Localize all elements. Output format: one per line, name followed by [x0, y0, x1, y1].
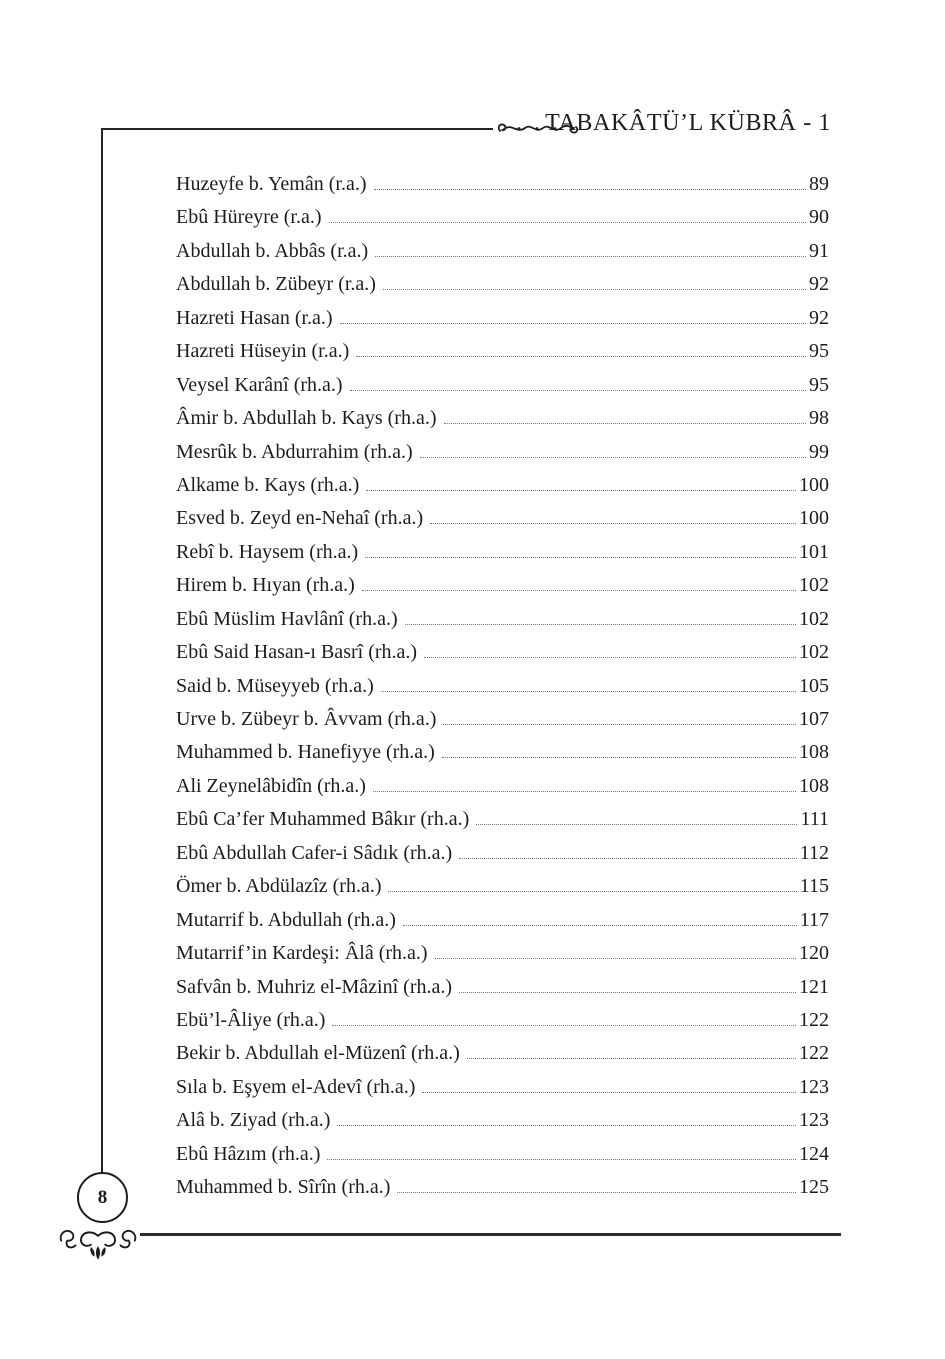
- toc-entry-title: Ebû Hâzım (rh.a.): [176, 1142, 321, 1165]
- dot-leader: [444, 423, 806, 424]
- toc-entry-page: 102: [799, 607, 829, 630]
- toc-entry-page: 101: [799, 540, 829, 563]
- page-number-badge: [77, 1172, 128, 1223]
- toc-entry-title: Alkame b. Kays (rh.a.): [176, 473, 360, 496]
- toc-row: [176, 536, 829, 569]
- toc-row: [176, 502, 829, 535]
- footer-rule: [140, 1233, 841, 1236]
- toc-entry-page: 105: [799, 674, 829, 697]
- dot-leader: [374, 189, 807, 190]
- toc-entry-page: 108: [799, 741, 829, 764]
- dot-leader: [366, 490, 796, 491]
- toc-entry-page: 124: [799, 1142, 829, 1165]
- toc-row: [176, 703, 829, 736]
- toc-entry-page: 95: [809, 373, 829, 396]
- toc-entry-page: 102: [799, 641, 829, 664]
- toc-row: [176, 1037, 829, 1070]
- dot-leader: [362, 590, 796, 591]
- toc-entry-page: 111: [800, 808, 829, 831]
- toc-entry-title: Ebû Hüreyre (r.a.): [176, 206, 322, 229]
- toc-entry-title: Hazreti Hüseyin (r.a.): [176, 340, 350, 363]
- toc-row: [176, 201, 829, 234]
- toc-row: [176, 335, 829, 368]
- toc-row: [176, 1171, 829, 1204]
- toc-entry-page: 95: [809, 340, 829, 363]
- dot-leader: [381, 691, 796, 692]
- toc-entry-title: Abdullah b. Zübeyr (r.a.): [176, 273, 376, 296]
- toc-entry-title: Ali Zeynelâbidîn (rh.a.): [176, 774, 366, 797]
- toc-entry-title: Huzeyfe b. Yemân (r.a.): [176, 173, 367, 195]
- dot-leader: [350, 390, 806, 391]
- toc-entry-page: 100: [799, 507, 829, 530]
- toc-entry-page: 123: [799, 1075, 829, 1098]
- toc-row: [176, 469, 829, 502]
- dot-leader: [356, 356, 806, 357]
- toc-entry-title: Said b. Müseyyeb (rh.a.): [176, 674, 374, 697]
- dot-leader: [422, 1092, 796, 1093]
- toc-row: [176, 1071, 829, 1104]
- dot-leader: [476, 824, 797, 825]
- dot-leader: [365, 557, 796, 558]
- dot-leader: [467, 1058, 796, 1059]
- dot-leader: [405, 624, 796, 625]
- toc-row: [176, 636, 829, 669]
- page-number: 8: [97, 1186, 108, 1208]
- toc-row: [176, 402, 829, 435]
- toc-entry-title: Esved b. Zeyd en-Nehaî (rh.a.): [176, 507, 424, 530]
- toc-entry-title: Veysel Karânî (rh.a.): [176, 373, 343, 396]
- toc-row: [176, 302, 829, 335]
- toc-row: [176, 670, 829, 703]
- dot-leader: [435, 958, 796, 959]
- toc-entry-title: Safvân b. Muhriz el-Mâzinî (rh.a.): [176, 975, 453, 998]
- toc-row: [176, 937, 829, 970]
- toc-row: [176, 1004, 829, 1037]
- toc-entry-page: 100: [799, 473, 829, 496]
- toc-entry-title: Mesrûk b. Abdurrahim (rh.a.): [176, 440, 413, 463]
- dot-leader: [388, 891, 796, 892]
- header-rule: [101, 128, 493, 130]
- toc-entry-page: 98: [809, 407, 829, 430]
- toc-row: [176, 770, 829, 803]
- toc-entry-title: Urve b. Zübeyr b. Âvvam (rh.a.): [176, 708, 437, 730]
- toc-entry-page: 89: [809, 173, 829, 195]
- toc-row: [176, 971, 829, 1004]
- dot-leader: [443, 724, 796, 725]
- toc-entry-page: 112: [799, 841, 829, 864]
- toc-entry-title: Âmir b. Abdullah b. Kays (rh.a.): [176, 407, 437, 430]
- toc-entry-title: Ebû Ca’fer Muhammed Bâkır (rh.a.): [176, 808, 470, 831]
- toc-entry-page: 115: [799, 875, 829, 898]
- dot-leader: [403, 925, 797, 926]
- dot-leader: [459, 858, 797, 859]
- toc-row: [176, 736, 829, 769]
- toc-entry-title: Hirem b. Hıyan (rh.a.): [176, 574, 355, 597]
- dot-leader: [340, 323, 806, 324]
- toc-row: [176, 235, 829, 268]
- toc-row: [176, 1138, 829, 1171]
- dot-leader: [397, 1192, 796, 1193]
- toc-entry-title: Muhammed b. Sîrîn (rh.a.): [176, 1176, 391, 1199]
- toc-entry-page: 91: [809, 239, 829, 262]
- toc-entry-page: 90: [809, 206, 829, 229]
- dot-leader: [420, 457, 806, 458]
- toc-entry-title: Abdullah b. Abbâs (r.a.): [176, 239, 369, 262]
- toc-row: [176, 603, 829, 636]
- toc-entry-page: 122: [799, 1042, 829, 1065]
- dot-leader: [430, 523, 796, 524]
- toc-row: [176, 268, 829, 301]
- toc-entry-title: Muhammed b. Hanefiyye (rh.a.): [176, 741, 435, 764]
- toc-row: [176, 837, 829, 870]
- dot-leader: [383, 289, 806, 290]
- toc-entry-title: Bekir b. Abdullah el-Müzenî (rh.a.): [176, 1042, 460, 1065]
- toc-entry-title: Ebû Said Hasan-ı Basrî (rh.a.): [176, 641, 418, 664]
- dot-leader: [375, 256, 806, 257]
- toc-row: [176, 569, 829, 602]
- toc-entry-page: 107: [799, 708, 829, 730]
- toc-entry-title: Ebü’l-Âliye (rh.a.): [176, 1008, 326, 1031]
- dot-leader: [442, 757, 796, 758]
- toc-row: [176, 168, 829, 201]
- toc-entry-page: 121: [799, 975, 829, 998]
- toc-entry-title: Hazreti Hasan (r.a.): [176, 306, 333, 329]
- toc-entry-title: Mutarrif’in Kardeşi: Âlâ (rh.a.): [176, 942, 428, 965]
- toc-entry-title: Sıla b. Eşyem el-Adevî (rh.a.): [176, 1075, 416, 1098]
- toc-row: [176, 369, 829, 402]
- toc-list: [176, 168, 829, 1205]
- dot-leader: [329, 222, 807, 223]
- dot-leader: [459, 992, 796, 993]
- dot-leader: [337, 1125, 796, 1126]
- dot-leader: [373, 791, 796, 792]
- page-title: TABAKÂTÜ’L KÜBRÂ - 1: [545, 110, 831, 136]
- toc-entry-page: 92: [809, 273, 829, 296]
- toc-row: [176, 870, 829, 903]
- toc-entry-title: Mutarrif b. Abdullah (rh.a.): [176, 908, 396, 931]
- dot-leader: [424, 657, 796, 658]
- toc-entry-title: Alâ b. Ziyad (rh.a.): [176, 1109, 331, 1132]
- toc-entry-page: 125: [799, 1176, 829, 1199]
- toc-entry-page: 122: [799, 1008, 829, 1031]
- toc-entry-page: 117: [799, 908, 829, 931]
- toc-entry-title: Ömer b. Abdülazîz (rh.a.): [176, 875, 382, 898]
- toc-entry-page: 120: [799, 942, 829, 965]
- toc-entry-title: Ebû Abdullah Cafer-i Sâdık (rh.a.): [176, 841, 453, 864]
- toc-row: [176, 436, 829, 469]
- toc-entry-page: 102: [799, 574, 829, 597]
- toc-entry-page: 123: [799, 1109, 829, 1132]
- toc-row: [176, 803, 829, 836]
- toc-entry-title: Ebû Müslim Havlânî (rh.a.): [176, 607, 398, 630]
- toc-entry-page: 92: [809, 306, 829, 329]
- dot-leader: [327, 1159, 796, 1160]
- left-border-line: [101, 128, 103, 1173]
- toc-entry-title: Rebî b. Haysem (rh.a.): [176, 540, 359, 563]
- dot-leader: [332, 1025, 796, 1026]
- toc-entry-page: 99: [809, 440, 829, 463]
- toc-entry-page: 108: [799, 774, 829, 797]
- toc-row: [176, 904, 829, 937]
- floral-flourish-icon: [58, 1225, 138, 1261]
- toc-row: [176, 1104, 829, 1137]
